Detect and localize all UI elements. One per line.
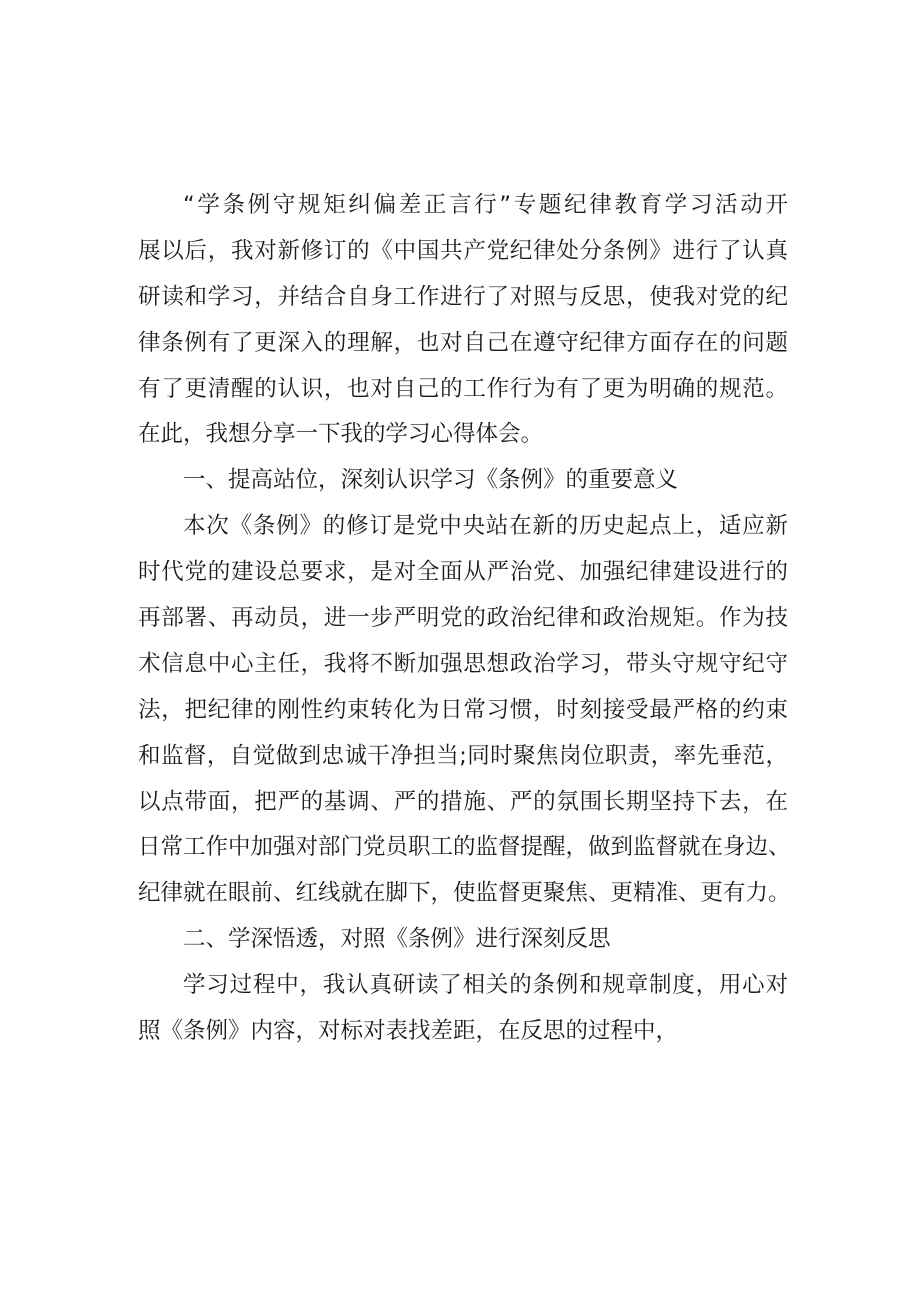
paragraph-1-line-2: 展以后，我对新修订的《中国共产党纪律处分条例》进行了认真 — [138, 237, 788, 264]
paragraph-2-line-3: 再部署、再动员，进一步严明党的政治纪律和政治规矩。作为技 — [138, 605, 788, 632]
paragraph-2-line-2: 时代党的建设总要求，是对全面从严治党、加强纪律建设进行的 — [138, 559, 788, 586]
section-heading-1: 一、提高站位，深刻认识学习《条例》的重要意义 — [183, 467, 679, 494]
paragraph-2-line-6: 和监督，自觉做到忠诚干净担当;同时聚焦岗位职责，率先垂范， — [138, 742, 788, 769]
paragraph-1-line-6: 在此，我想分享一下我的学习心得体会。 — [138, 421, 544, 448]
paragraph-1-line-3: 研读和学习，并结合自身工作进行了对照与反思，使我对党的纪 — [138, 283, 788, 310]
paragraph-2-line-8: 日常工作中加强对部门党员职工的监督提醒，做到监督就在身边、 — [138, 834, 791, 861]
paragraph-3-line-2: 照《条例》内容，对标对表找差距，在反思的过程中， — [138, 1018, 679, 1045]
section-heading-2: 二、学深悟透，对照《条例》进行深刻反思 — [183, 926, 611, 953]
paragraph-3-line-1: 学习过程中，我认真研读了相关的条例和规章制度，用心对 — [183, 972, 788, 999]
paragraph-1-line-1: “学条例守规矩纠偏差正言行”专题纪律教育学习活动开 — [183, 192, 788, 218]
document-body — [138, 183, 791, 1055]
paragraph-1-line-5: 有了更清醒的认识，也对自己的工作行为有了更为明确的规范。 — [138, 375, 788, 402]
paragraph-1-line-4: 律条例有了更深入的理解，也对自己在遵守纪律方面存在的问题 — [138, 329, 788, 356]
paragraph-2-line-1: 本次《条例》的修订是党中央站在新的历史起点上，适应新 — [183, 513, 788, 540]
paragraph-2-line-7: 以点带面，把严的基调、严的措施、严的氛围长期坚持下去，在 — [138, 788, 788, 815]
paragraph-2-line-4: 术信息中心主任，我将不断加强思想政治学习，带头守规守纪守 — [138, 650, 788, 677]
paragraph-2-line-5: 法，把纪律的刚性约束转化为日常习惯，时刻接受最严格的约束 — [138, 696, 788, 723]
paragraph-2-line-9: 纪律就在眼前、红线就在脚下，使监督更聚焦、更精准、更有力。 — [138, 880, 791, 907]
